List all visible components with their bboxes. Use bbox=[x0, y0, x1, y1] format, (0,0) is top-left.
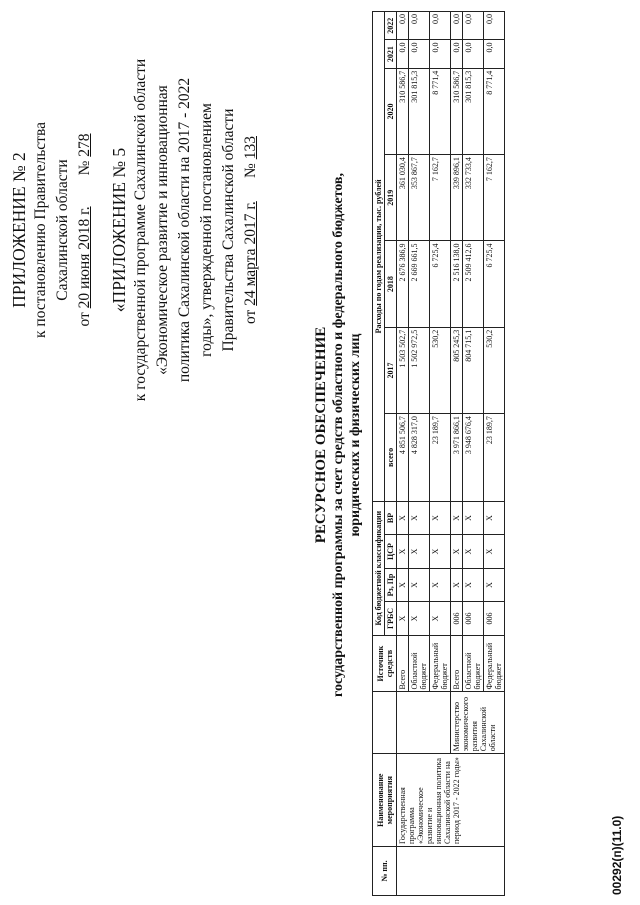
document-code: 00292(п)(11.0) bbox=[610, 815, 624, 895]
rzpr-cell: Х bbox=[484, 568, 505, 602]
y2022-cell: 0,0 bbox=[409, 12, 430, 40]
y2017-cell: 530,2 bbox=[430, 327, 451, 413]
appendix-date: 20 июня 2018 г. bbox=[76, 206, 93, 309]
y2021-cell: 0,0 bbox=[463, 40, 484, 68]
appendix-ref-2: Сахалинской области bbox=[54, 159, 71, 301]
csr-cell: Х bbox=[463, 535, 484, 569]
program-ref-5: Правительства Сахалинской области bbox=[220, 108, 237, 352]
y2021-cell: 0,0 bbox=[397, 40, 409, 68]
y2022-cell: 0,0 bbox=[397, 12, 409, 40]
csr-cell: Х bbox=[409, 535, 430, 569]
vr-cell: Х bbox=[430, 501, 451, 535]
table-row bbox=[397, 12, 409, 896]
grbs-cell: Х bbox=[397, 602, 409, 636]
total-cell: 3 948 676,4 bbox=[463, 414, 484, 502]
appendix-header bbox=[8, 25, 262, 435]
grbs-cell: Х bbox=[409, 602, 430, 636]
title-line-1: РЕСУРСНОЕ ОБЕСПЕЧЕНИЕ bbox=[313, 326, 329, 544]
csr-cell: Х bbox=[484, 535, 505, 569]
total-cell: 3 971 866,1 bbox=[451, 414, 463, 502]
y2017-cell: 805 245,3 bbox=[451, 327, 463, 413]
executor-cell: Министерство экономического развития Сахалинской области bbox=[451, 692, 505, 754]
y2019-cell: 353 867,7 bbox=[409, 155, 430, 241]
col-codes-header: Код бюджетной классификации bbox=[373, 501, 385, 635]
row-number-cell bbox=[397, 847, 505, 896]
y2017-cell: 530,2 bbox=[484, 327, 505, 413]
col-rzpr-header: Рз, Пр bbox=[385, 568, 397, 602]
program-date-line: от 24 марта 2017 г. № 133 bbox=[242, 136, 259, 324]
y2017-cell: 1 503 502,7 bbox=[397, 327, 409, 413]
rzpr-cell: Х bbox=[430, 568, 451, 602]
rzpr-cell: Х bbox=[451, 568, 463, 602]
vr-cell: Х bbox=[397, 501, 409, 535]
y2017-cell: 1 502 972,5 bbox=[409, 327, 430, 413]
source-cell: Федеральный бюджет bbox=[430, 635, 451, 692]
y2019-cell: 7 162,7 bbox=[484, 155, 505, 241]
program-date: 24 марта 2017 г. bbox=[242, 201, 259, 306]
source-cell: Областной бюджет bbox=[463, 635, 484, 692]
resource-table bbox=[372, 11, 505, 896]
document-title bbox=[313, 55, 364, 815]
col-num-header: № пп. bbox=[373, 847, 397, 896]
col-2017-header: 2017 bbox=[385, 327, 397, 413]
col-source-header: Источник средств bbox=[373, 635, 397, 692]
col-2021-header: 2021 bbox=[385, 40, 397, 68]
y2018-cell: 2 509 412,6 bbox=[463, 241, 484, 327]
y2018-cell: 2 669 661,5 bbox=[409, 241, 430, 327]
y2018-cell: 6 725,4 bbox=[484, 241, 505, 327]
col-2020-header: 2020 bbox=[385, 68, 397, 154]
y2022-cell: 0,0 bbox=[430, 12, 451, 40]
program-ref-1: к государственной программе Сахалинской области bbox=[132, 58, 149, 402]
y2020-cell: 310 586,7 bbox=[397, 68, 409, 154]
vr-cell: Х bbox=[484, 501, 505, 535]
appendix-ref-1: к постановлению Правительства bbox=[32, 122, 49, 338]
source-cell: Федеральный бюджет bbox=[484, 635, 505, 692]
title-line-3: юридических и физических лиц bbox=[348, 333, 363, 537]
rzpr-cell: Х bbox=[463, 568, 484, 602]
y2019-cell: 361 030,4 bbox=[397, 155, 409, 241]
program-name-cell: Государственная программа «Экономическое развитие и инновационная политика Сахалинской области на период 2017 - 2022 годы» bbox=[397, 754, 505, 847]
y2022-cell: 0,0 bbox=[463, 12, 484, 40]
col-2018-header: 2018 bbox=[385, 241, 397, 327]
y2019-cell: 339 896,1 bbox=[451, 155, 463, 241]
program-ref-4: годы», утвержденной постановлением bbox=[198, 103, 215, 357]
program-number: 133 bbox=[242, 136, 259, 160]
y2022-cell: 0,0 bbox=[484, 12, 505, 40]
vr-cell: Х bbox=[451, 501, 463, 535]
y2018-cell: 6 725,4 bbox=[430, 241, 451, 327]
grbs-cell: 006 bbox=[451, 602, 463, 636]
appendix-date-line: от 20 июня 2018 г. № 278 bbox=[76, 133, 93, 327]
col-2019-header: 2019 bbox=[385, 155, 397, 241]
y2021-cell: 0,0 bbox=[430, 40, 451, 68]
rzpr-cell: Х bbox=[397, 568, 409, 602]
total-cell: 4 851 506,7 bbox=[397, 414, 409, 502]
col-executor-header bbox=[373, 692, 397, 754]
col-csr-header: ЦСР bbox=[385, 535, 397, 569]
source-cell: Областной бюджет bbox=[409, 635, 430, 692]
vr-cell: Х bbox=[463, 501, 484, 535]
y2017-cell: 804 715,1 bbox=[463, 327, 484, 413]
y2022-cell: 0,0 bbox=[451, 12, 463, 40]
col-vr-header: ВР bbox=[385, 501, 397, 535]
y2019-cell: 7 162,7 bbox=[430, 155, 451, 241]
y2021-cell: 0,0 bbox=[451, 40, 463, 68]
y2021-cell: 0,0 bbox=[409, 40, 430, 68]
executor-cell-empty bbox=[397, 692, 451, 754]
grbs-cell: 006 bbox=[484, 602, 505, 636]
source-cell: Всего bbox=[397, 635, 409, 692]
y2020-cell: 310 586,7 bbox=[451, 68, 463, 154]
col-spend-header: Расходы по годам реализации, тыс. рублей bbox=[373, 12, 385, 502]
total-cell: 23 189,7 bbox=[484, 414, 505, 502]
program-ref-3: политика Сахалинской области на 2017 - 2022 bbox=[176, 77, 193, 383]
y2019-cell: 332 733,4 bbox=[463, 155, 484, 241]
col-total-header: всего bbox=[385, 414, 397, 502]
total-cell: 23 189,7 bbox=[430, 414, 451, 502]
appendix-number: 278 bbox=[76, 133, 93, 157]
y2018-cell: 2 516 138,0 bbox=[451, 241, 463, 327]
y2018-cell: 2 676 386,9 bbox=[397, 241, 409, 327]
y2021-cell: 0,0 bbox=[484, 40, 505, 68]
total-cell: 4 828 317,0 bbox=[409, 414, 430, 502]
y2020-cell: 301 815,3 bbox=[409, 68, 430, 154]
y2020-cell: 301 815,3 bbox=[463, 68, 484, 154]
grbs-cell: 006 bbox=[463, 602, 484, 636]
csr-cell: Х bbox=[397, 535, 409, 569]
source-cell: Всего bbox=[451, 635, 463, 692]
appendix-title: ПРИЛОЖЕНИЕ № 2 bbox=[9, 152, 29, 308]
y2020-cell: 8 771,4 bbox=[484, 68, 505, 154]
grbs-cell: Х bbox=[430, 602, 451, 636]
col-2022-header: 2022 bbox=[385, 12, 397, 40]
csr-cell: Х bbox=[451, 535, 463, 569]
vr-cell: Х bbox=[409, 501, 430, 535]
col-grbs-header: ГРБС bbox=[385, 602, 397, 636]
program-ref-2: «Экономическое развитие и инновационная bbox=[154, 85, 171, 375]
y2020-cell: 8 771,4 bbox=[430, 68, 451, 154]
title-line-2: государственной программы за счет средств областного и федерального бюджетов, bbox=[331, 173, 346, 697]
rzpr-cell: Х bbox=[409, 568, 430, 602]
csr-cell: Х bbox=[430, 535, 451, 569]
appendix-5-title: «ПРИЛОЖЕНИЕ № 5 bbox=[109, 147, 129, 313]
col-name-header: Наименование мероприятия bbox=[373, 754, 397, 847]
